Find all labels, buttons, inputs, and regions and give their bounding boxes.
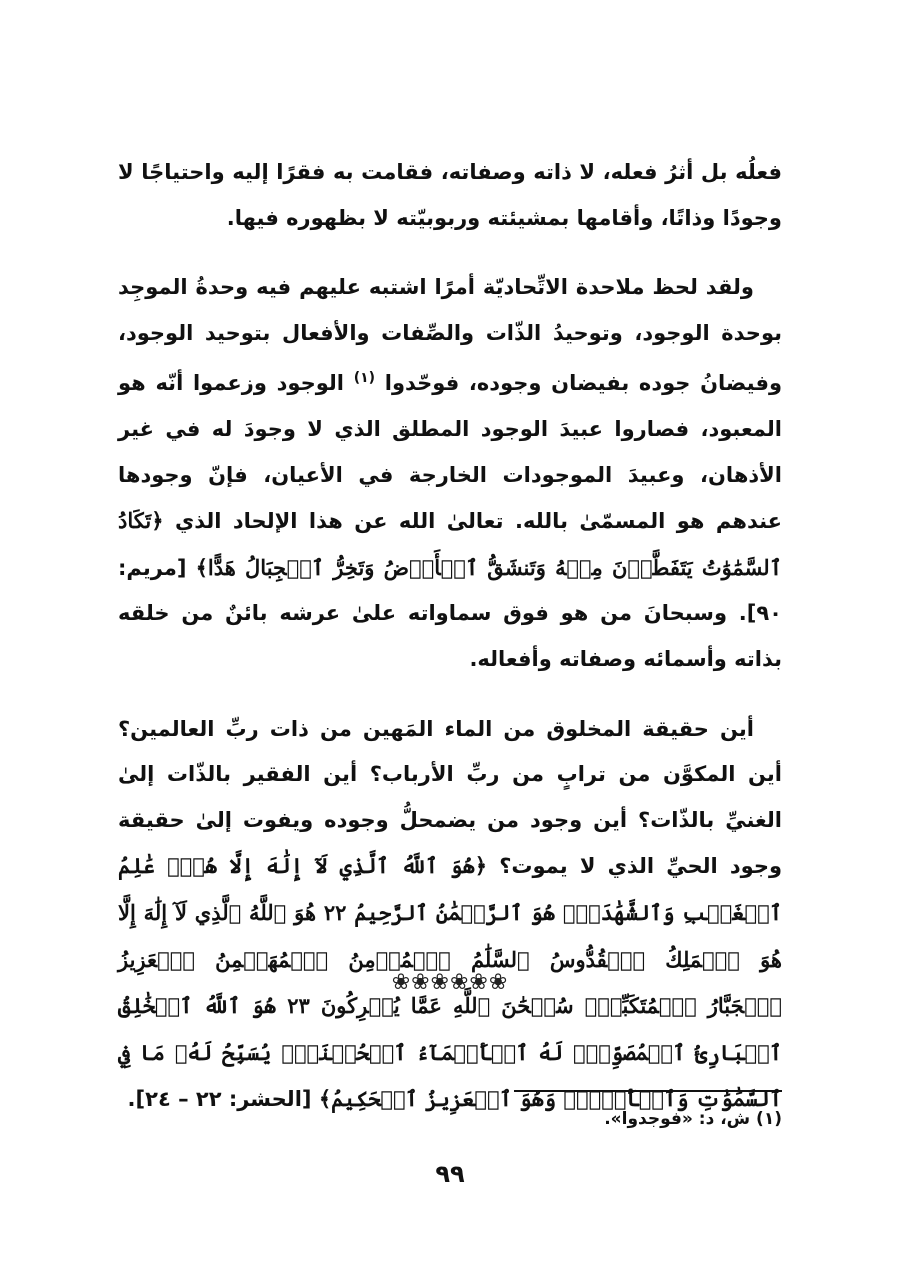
paragraph-1-text: فعلُه بل أثرُ فعله، لا ذاته وصفاته، فقامت به فقرًا إليه واحتياجًا لا وجودًا وذاتًا، وأقامها بمشيئته وربوبيّته لا بظهوره فيها.: [118, 160, 782, 230]
footnote-divider: [514, 1090, 782, 1092]
paragraph-2: [118, 265, 782, 682]
page-number: ٩٩: [435, 1160, 465, 1188]
verse-reference-hashr: [الحشر: ٢٢ – ٢٤].: [127, 1087, 312, 1112]
footnote: [118, 1104, 782, 1134]
verse-reference-maryam: [مريم: ٩٠].: [118, 555, 782, 626]
paragraph-2-text-c: وسبحانَ من هو فوق سماواته علىٰ عرشه بائنٌ من خلقه بذاته وأسمائه وصفاته وأفعاله.: [118, 601, 782, 671]
quran-verse-maryam: ﴿تَكَادُ ٱلسَّمَٰوَٰتُ يَتَفَطَّرۡنَ مِنۡهُ وَتَنشَقُّ ٱلۡأَرۡضُ وَتَخِرُّ ٱلۡجِبَالُ هَدًّا﴾: [118, 508, 783, 580]
section-ornament-icon: ❀❀❀❀❀❀: [391, 970, 509, 995]
paragraph-2-text-b: الوجود وزعموا أنّه هو المعبود، فصاروا عبيدَ الوجود المطلق الذي لا وجودَ له في غير الأذهان، وعبيدَ الموجودات الخارجة في الأعيان، فإنّ وجودها عندهم هو المسمّىٰ بالله. تعالىٰ الله عن هذا الإلحاد الذي: [118, 371, 783, 534]
footnote-marker[interactable]: (١): [353, 370, 376, 387]
quran-verse-hashr: ﴿هُوَ ٱللَّهُ ٱلَّذِي لَآ إِلَٰهَ إِلَّا هُوَۖ عَٰلِمُ ٱلۡغَيۡبِ وَٱلشَّهَٰدَةِۖ هُوَ ٱلرَّحۡمَٰنُ ٱلرَّحِيمُ ٢٢ هُوَ ٱللَّهُ ٱلَّذِي لَآ إِلَٰهَ إِلَّا هُوَ ٱلۡمَلِكُ ٱلۡقُدُّوسُ ٱلسَّلَٰمُ ٱلۡمُؤۡمِنُ ٱلۡمُهَيۡمِنُ ٱلۡعَزِيزُ ٱلۡجَبَّارُ ٱلۡمُتَكَبِّرُۚ سُبۡحَٰنَ ٱللَّهِ عَمَّا يُشۡرِكُونَ ٢٣ هُوَ ٱللَّهُ ٱلۡخَٰلِقُ ٱلۡبَارِئُ ٱلۡمُصَوِّرُۖ لَهُ ٱلۡأَسۡمَآءُ ٱلۡحُسۡنَىٰۚ يُسَبِّحُ لَهُۥ مَا فِي ٱلسَّمَٰوَٰتِ وَٱلۡأَرۡضِۖ وَهُوَ ٱلۡعَزِيزُ ٱلۡحَكِيمُ﴾: [118, 853, 782, 1112]
paragraph-3: [118, 707, 782, 1123]
paragraph-1: [118, 150, 782, 241]
paragraph-2-text-a: ولقد لحظ ملاحدة الاتِّحاديّة أمرًا اشتبه عليهم فيه وحدةُ الموجِد بوحدة الوجود، وتوحيدُ الذّات والصِّفات والأفعال بتوحيد الوجود، وفيضانُ جوده بفيضان وجوده، فوحّدوا: [118, 275, 782, 396]
paragraph-3-text: أين حقيقة المخلوق من الماء المَهين من ذات ربِّ العالمين؟ أين المكوَّن من ترابٍ من ربِّ الأرباب؟ أين الفقير بالذّات إلىٰ الغنيِّ بالذّات؟ أين وجود من يضمحلُّ وجوده ويفوت إلىٰ حقيقة وجود الحيِّ الذي لا يموت؟: [118, 716, 783, 879]
footnote-text: (١) ش، د: «فوجدوا».: [604, 1109, 782, 1129]
main-text: [118, 150, 782, 1147]
